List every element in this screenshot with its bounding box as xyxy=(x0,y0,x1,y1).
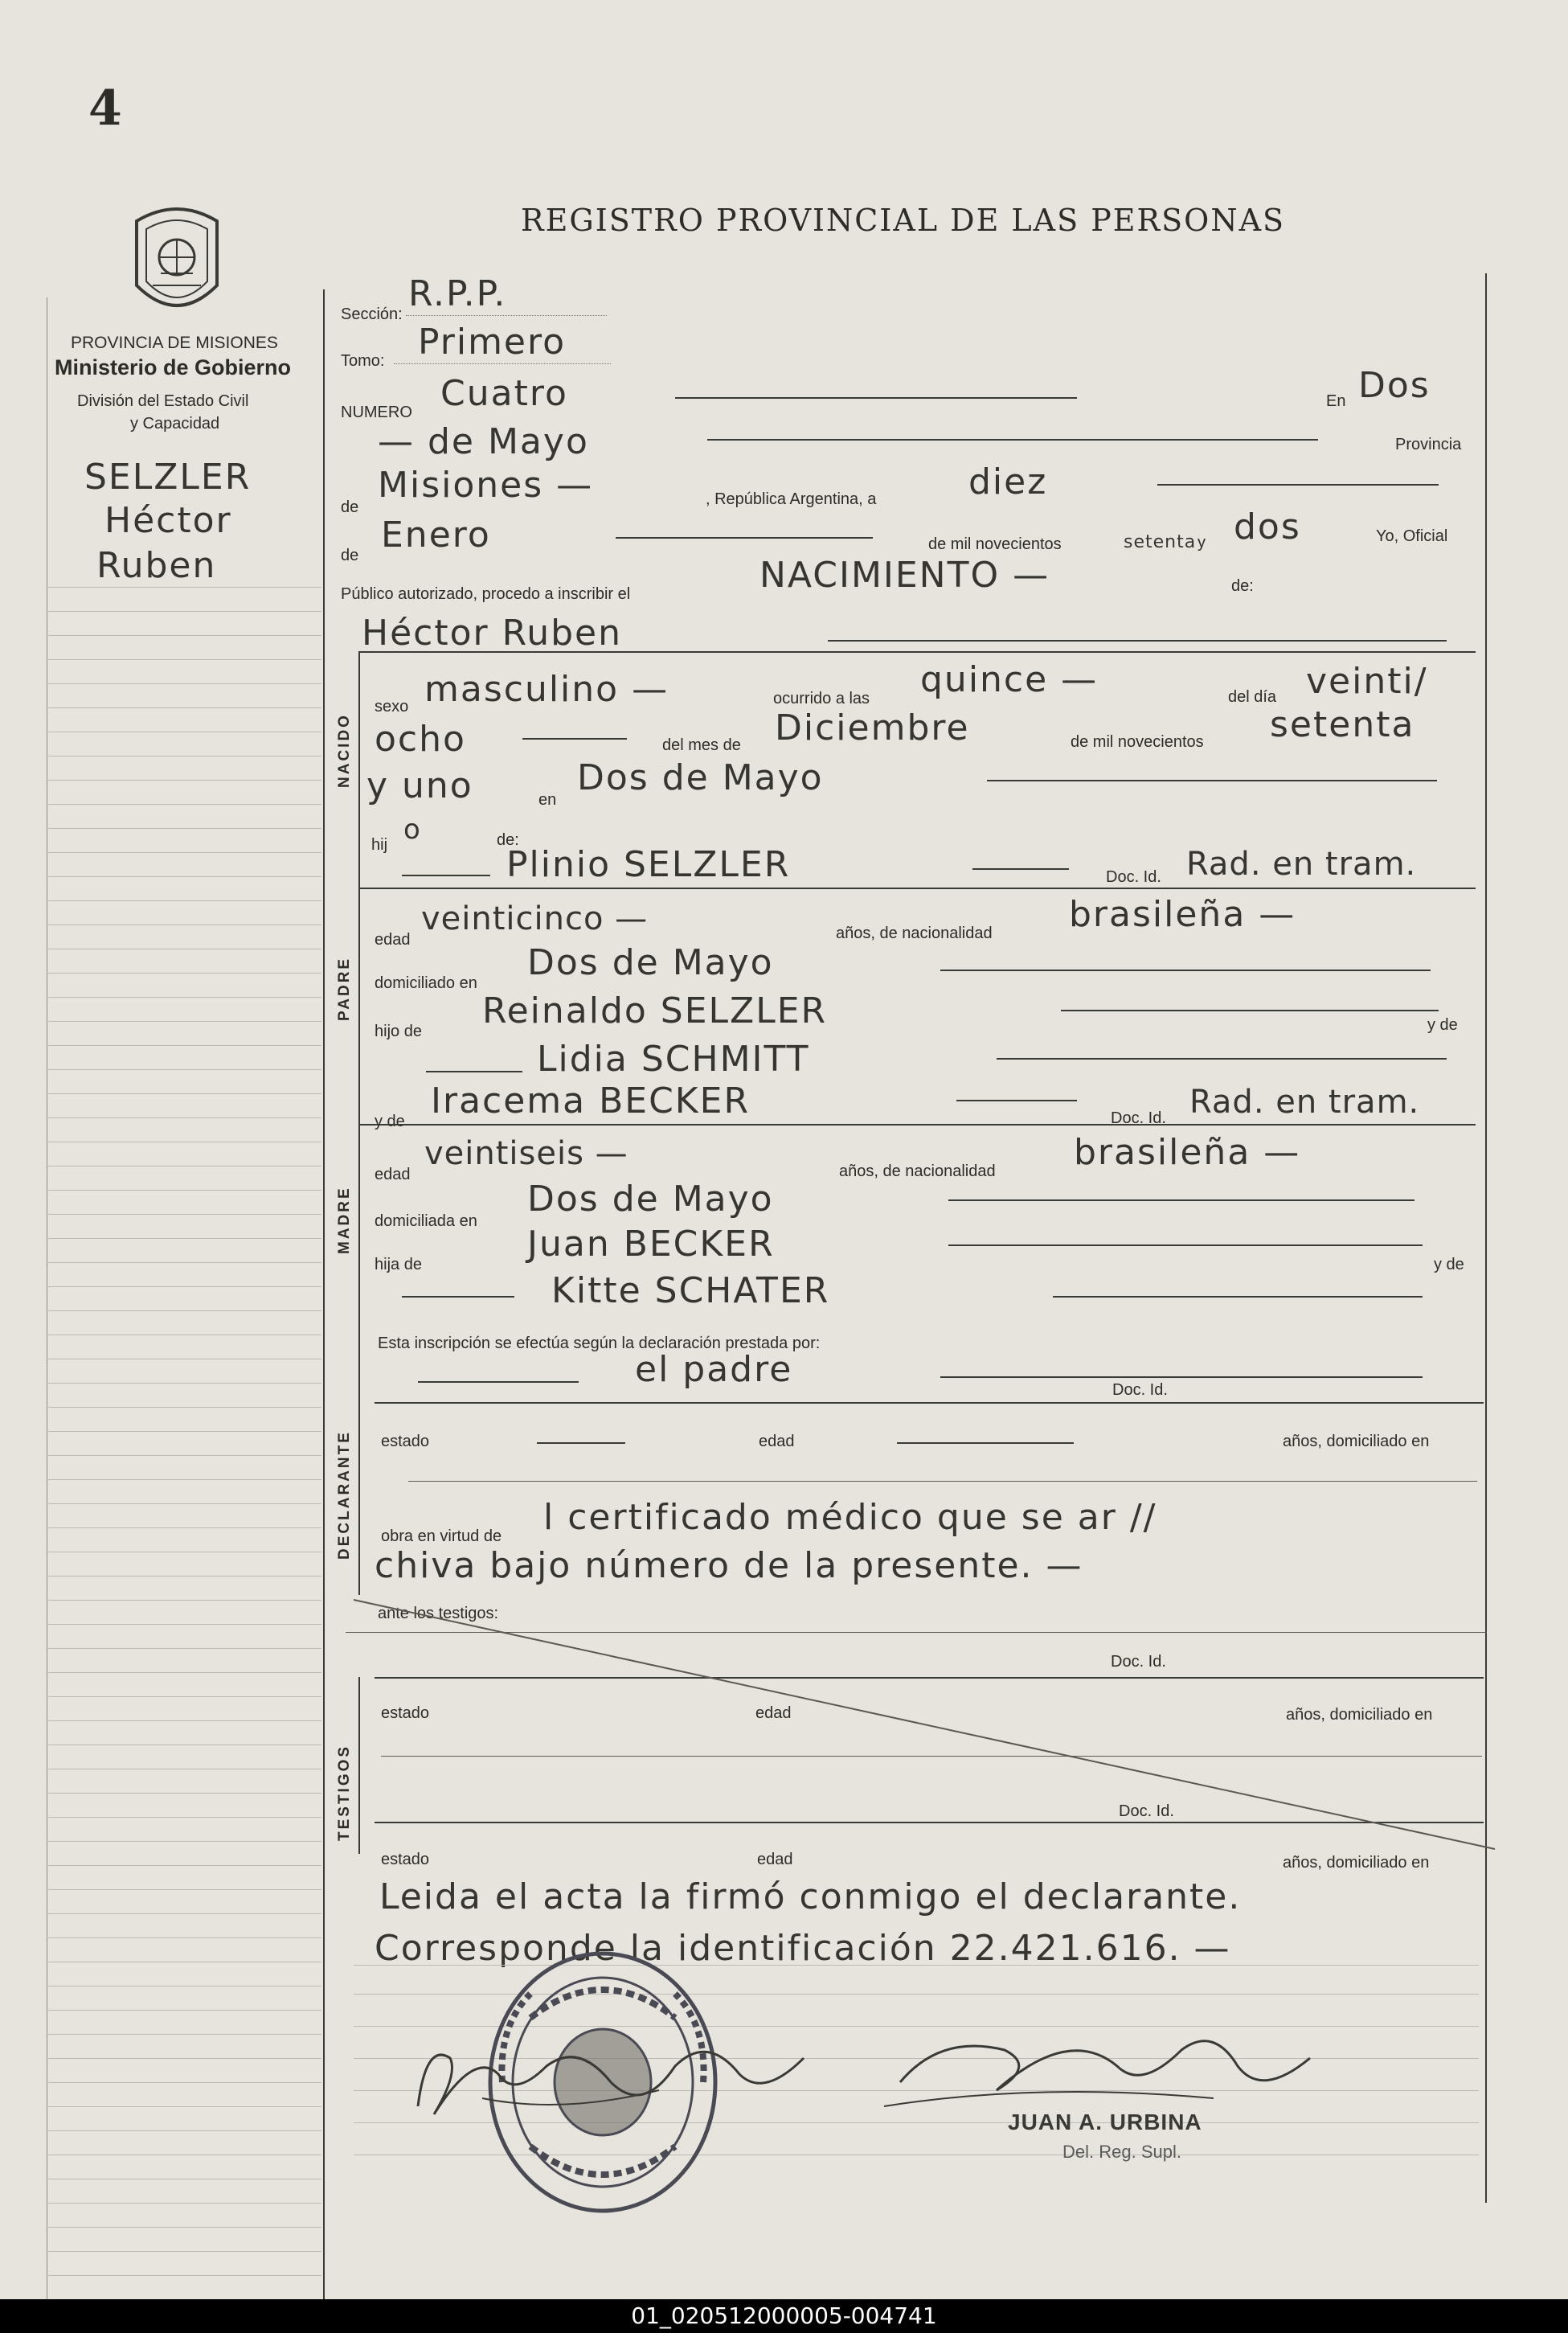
yo-oficial-label: Yo, Oficial xyxy=(1376,527,1448,545)
anios-dom-label: años, domiciliado en xyxy=(1283,1433,1430,1450)
margin-line xyxy=(48,1069,321,1070)
anio-2: dos xyxy=(1234,506,1301,547)
obra-label: obra en virtud de xyxy=(381,1527,502,1545)
fill-stroke xyxy=(418,1381,579,1383)
y-de-label-3: y de xyxy=(1434,1256,1464,1273)
fill-stroke xyxy=(972,868,1069,870)
edad-label-2: edad xyxy=(375,1166,411,1183)
margin-line xyxy=(48,1576,321,1577)
anios-dom-label-2: años, domiciliado en xyxy=(1286,1706,1433,1724)
fill-stroke xyxy=(997,1058,1447,1060)
section-label-testigos: TESTIGOS xyxy=(336,1744,353,1841)
fill-stroke xyxy=(426,1071,522,1072)
leida-statement: Leida el acta la firmó conmigo el declarante. xyxy=(379,1876,1242,1917)
ministry-label: Ministerio de Gobierno xyxy=(55,355,292,379)
fill-stroke xyxy=(707,439,1318,441)
margin-line xyxy=(48,587,321,588)
margin-line xyxy=(48,2203,321,2204)
madre-madre: Kitte SCHATER xyxy=(551,1270,830,1311)
margin-line xyxy=(48,1407,321,1408)
anio-nac-2: y uno xyxy=(366,765,473,806)
seccion-line xyxy=(406,315,607,316)
fill-stroke xyxy=(408,1481,1477,1482)
de-colon-label: de: xyxy=(1231,577,1254,595)
doc-id-label-2: Doc. Id. xyxy=(1111,1109,1166,1127)
margin-divider xyxy=(323,289,325,2299)
margin-line xyxy=(48,1045,321,1046)
sexo-value: masculino — xyxy=(424,669,669,710)
margin-line xyxy=(48,852,321,853)
margin-line xyxy=(48,1889,321,1890)
margin-line xyxy=(48,2082,321,2083)
hij-label: hij xyxy=(371,836,388,854)
padre-nacionalidad: brasileña — xyxy=(1069,894,1296,935)
edad-label-3: edad xyxy=(759,1433,795,1450)
fill-stroke xyxy=(1053,1296,1423,1298)
hij-suffix: o xyxy=(403,814,421,846)
anios-dom-label-3: años, domiciliado en xyxy=(1283,1854,1430,1872)
fill-stroke xyxy=(948,1199,1414,1201)
margin-line xyxy=(48,828,321,829)
corresponde-statement: Corresponde la identificación 22.421.616. — xyxy=(375,1928,1231,1969)
margin-line xyxy=(48,1937,321,1938)
hijo-de-label: hijo de xyxy=(375,1023,422,1040)
madre-domicilio: Dos de Mayo xyxy=(527,1179,774,1220)
margin-line xyxy=(48,1986,321,1987)
margin-line xyxy=(48,1286,321,1287)
fill-stroke xyxy=(987,780,1437,781)
margin-name-2: Ruben xyxy=(96,545,217,586)
margin-line xyxy=(48,1262,321,1263)
section-border-madre xyxy=(358,1124,1476,1125)
margin-line xyxy=(48,1479,321,1480)
tomo-label: Tomo: xyxy=(341,352,385,370)
margin-line xyxy=(48,1310,321,1311)
edad-label: edad xyxy=(375,931,411,949)
division-label-2: y Capacidad xyxy=(130,415,220,433)
margin-line xyxy=(48,1624,321,1625)
margin-surname: SELZLER xyxy=(84,457,252,498)
margin-line xyxy=(48,804,321,805)
fill-stroke xyxy=(1157,484,1439,486)
estado-label-2: estado xyxy=(381,1704,430,1722)
officer-name: JUAN A. URBINA xyxy=(1008,2110,1202,2134)
madre-doc: Rad. en tram. xyxy=(1189,1084,1420,1121)
margin-line xyxy=(48,2010,321,2011)
officer-signature-icon xyxy=(876,2018,1342,2122)
anios-nac-label-2: años, de nacionalidad xyxy=(839,1162,996,1180)
margin-line xyxy=(48,1214,321,1215)
y-de-2-label: y de xyxy=(375,1113,405,1130)
margin-line xyxy=(48,1648,321,1649)
section-label-nacido: NACIDO xyxy=(336,713,353,788)
de-label-2: de xyxy=(341,547,359,564)
doc-id-label: Doc. Id. xyxy=(1106,868,1161,886)
margin-line xyxy=(48,1021,321,1022)
mil-nov-2-label: de mil novecientos xyxy=(1071,733,1204,751)
domiciliado-label: domiciliado en xyxy=(375,974,477,992)
margin-line xyxy=(48,1600,321,1601)
provincia-label: Provincia xyxy=(1395,436,1462,453)
padre-edad: veinticinco — xyxy=(421,900,649,937)
lugar-value: Dos de Mayo xyxy=(577,757,824,798)
publico-label: Público autorizado, procedo a inscribir el xyxy=(341,585,631,603)
madre-edad: veintiseis — xyxy=(424,1135,628,1172)
margin-line xyxy=(48,2034,321,2035)
estado-label-3: estado xyxy=(381,1851,430,1868)
section-label-madre: MADRE xyxy=(336,1186,353,1254)
fill-stroke xyxy=(940,970,1431,971)
margin-line xyxy=(48,2058,321,2059)
fill-stroke xyxy=(828,640,1447,642)
section-border-padre xyxy=(358,888,1476,889)
madre-nombre: Iracema BECKER xyxy=(431,1080,751,1121)
margin-name-1: Héctor xyxy=(104,500,232,541)
padre-doc: Rad. en tram. xyxy=(1186,846,1417,883)
margin-line xyxy=(48,1503,321,1504)
tomo-line xyxy=(394,363,611,364)
estado-label: estado xyxy=(381,1433,430,1450)
de-label: de xyxy=(341,498,359,516)
esta-inscripcion-label: Esta inscripción se efectúa según la declaración prestada por: xyxy=(378,1335,821,1352)
fill-stroke xyxy=(402,875,490,876)
obra-value-2: chiva bajo número de la presente. — xyxy=(375,1545,1083,1586)
padre-madre: Lidia SCHMITT xyxy=(537,1039,810,1080)
margin-line xyxy=(48,707,321,708)
margin-line xyxy=(48,2275,321,2276)
provincia-value: Misiones — xyxy=(378,465,594,506)
fill-stroke xyxy=(897,1442,1074,1444)
numero-label: NUMERO xyxy=(341,404,412,421)
hora-value: quince — xyxy=(920,659,1099,700)
margin-line xyxy=(48,2227,321,2228)
declarante-value: el padre xyxy=(635,1349,793,1390)
right-border xyxy=(1485,273,1487,2203)
margin-line xyxy=(48,1527,321,1528)
page-number: 4 xyxy=(88,80,122,137)
margin-line xyxy=(48,1672,321,1673)
margin-line xyxy=(48,2251,321,2252)
anios-nac-label: años, de nacionalidad xyxy=(836,925,993,942)
del-dia-label: del día xyxy=(1228,688,1277,706)
margin-line xyxy=(48,1865,321,1866)
padre-padre: Reinaldo SELZLER xyxy=(482,990,828,1031)
margin-line xyxy=(48,1841,321,1842)
margin-line xyxy=(48,611,321,612)
dia-value-2: ocho xyxy=(375,719,466,760)
fill-stroke xyxy=(956,1100,1077,1101)
margin-line xyxy=(48,1383,321,1384)
margin-line xyxy=(48,1720,321,1721)
en-value-1: Dos xyxy=(1358,365,1431,406)
hija-de-label: hija de xyxy=(375,1256,422,1273)
cancellation-line xyxy=(346,1592,1503,1865)
margin-line xyxy=(48,635,321,636)
coat-of-arms-icon xyxy=(121,197,233,330)
fill-stroke xyxy=(940,1376,1423,1378)
fill-stroke xyxy=(537,1442,625,1444)
margin-line xyxy=(48,780,321,781)
en-label: En xyxy=(1326,392,1346,410)
y-de-label: y de xyxy=(1427,1016,1458,1034)
margin-line xyxy=(48,1238,321,1239)
fill-stroke xyxy=(675,397,1077,399)
mes-inscripcion: Enero xyxy=(381,515,491,556)
section-label-declarante: DECLARANTE xyxy=(336,1430,353,1560)
ante-testigos-label: ante los testigos: xyxy=(378,1605,499,1622)
fill-stroke xyxy=(616,537,873,539)
margin-line xyxy=(48,1817,321,1818)
margin-line xyxy=(48,973,321,974)
doc-id-label-4: Doc. Id. xyxy=(1111,1653,1166,1671)
obra-value-1: l certificado médico que se ar // xyxy=(543,1497,1157,1538)
declarant-signature-icon xyxy=(402,2026,836,2130)
nombre-nacido: Héctor Ruben xyxy=(362,613,622,654)
document-title: REGISTRO PROVINCIAL DE LAS PERSONAS xyxy=(521,203,1286,238)
margin-line xyxy=(48,2106,321,2107)
padre-nombre: Plinio SELZLER xyxy=(506,844,791,885)
madre-nacionalidad: brasileña — xyxy=(1074,1132,1301,1173)
province-label: PROVINCIA DE MISIONES xyxy=(71,334,278,352)
anio-1: setenta xyxy=(1124,532,1197,552)
margin-line xyxy=(48,1117,321,1118)
fill-stroke xyxy=(402,1296,514,1298)
margin-line xyxy=(48,876,321,877)
margin-line xyxy=(48,900,321,901)
seccion-value: R.P.P. xyxy=(408,273,507,314)
dia-inscripcion: diez xyxy=(968,461,1048,502)
margin-line xyxy=(48,1431,321,1432)
en-value-2: — de Mayo xyxy=(378,421,589,462)
fill-stroke xyxy=(948,1244,1423,1246)
del-mes-label: del mes de xyxy=(662,736,741,754)
margin-line xyxy=(48,2130,321,2131)
mil-novecientos-label: de mil novecientos xyxy=(928,535,1062,553)
anio-nac-1: setenta xyxy=(1270,704,1415,745)
madre-padre: Juan BECKER xyxy=(527,1224,775,1265)
doc-id-label-5: Doc. Id. xyxy=(1119,1802,1174,1820)
image-id-footer: 01_020512000005-004741 xyxy=(0,2299,1568,2333)
fill-stroke xyxy=(1061,1010,1439,1011)
officer-title: Del. Reg. Supl. xyxy=(1062,2142,1181,2162)
margin-line xyxy=(48,1190,321,1191)
mes-value: Diciembre xyxy=(775,707,970,748)
margin-line xyxy=(48,1913,321,1914)
section-label-padre: PADRE xyxy=(336,956,353,1021)
acto-value: NACIMIENTO — xyxy=(759,555,1050,596)
section-border-nacido xyxy=(358,651,1476,653)
doc-id-label-3: Doc. Id. xyxy=(1112,1381,1168,1399)
edad-label-4: edad xyxy=(755,1704,792,1722)
padre-domicilio: Dos de Mayo xyxy=(527,942,774,983)
dia-value-1: veinti/ xyxy=(1306,661,1428,702)
section-border-declarante xyxy=(375,1402,1484,1404)
edad-label-5: edad xyxy=(757,1851,793,1868)
numero-value: Cuatro xyxy=(440,373,568,414)
declarante-left-border xyxy=(358,1402,360,1595)
fill-stroke xyxy=(522,738,627,740)
tomo-value: Primero xyxy=(418,322,567,363)
y-label: y xyxy=(1197,534,1206,551)
domiciliada-label: domiciliada en xyxy=(375,1212,477,1230)
en-2-label: en xyxy=(538,791,557,809)
margin-line xyxy=(48,1093,321,1094)
margin-line xyxy=(48,997,321,998)
de-2-label: de: xyxy=(497,831,519,849)
sexo-label: sexo xyxy=(375,698,409,715)
division-label: División del Estado Civil xyxy=(77,392,249,410)
margin-line xyxy=(48,1455,321,1456)
margin-line xyxy=(48,683,321,684)
ocurrido-label: ocurrido a las xyxy=(773,690,870,707)
margin-line xyxy=(48,659,321,660)
margin-line xyxy=(48,1696,321,1697)
margin-line xyxy=(48,1793,321,1794)
seccion-label: Sección: xyxy=(341,305,403,323)
republica-label: , República Argentina, a xyxy=(706,490,877,508)
